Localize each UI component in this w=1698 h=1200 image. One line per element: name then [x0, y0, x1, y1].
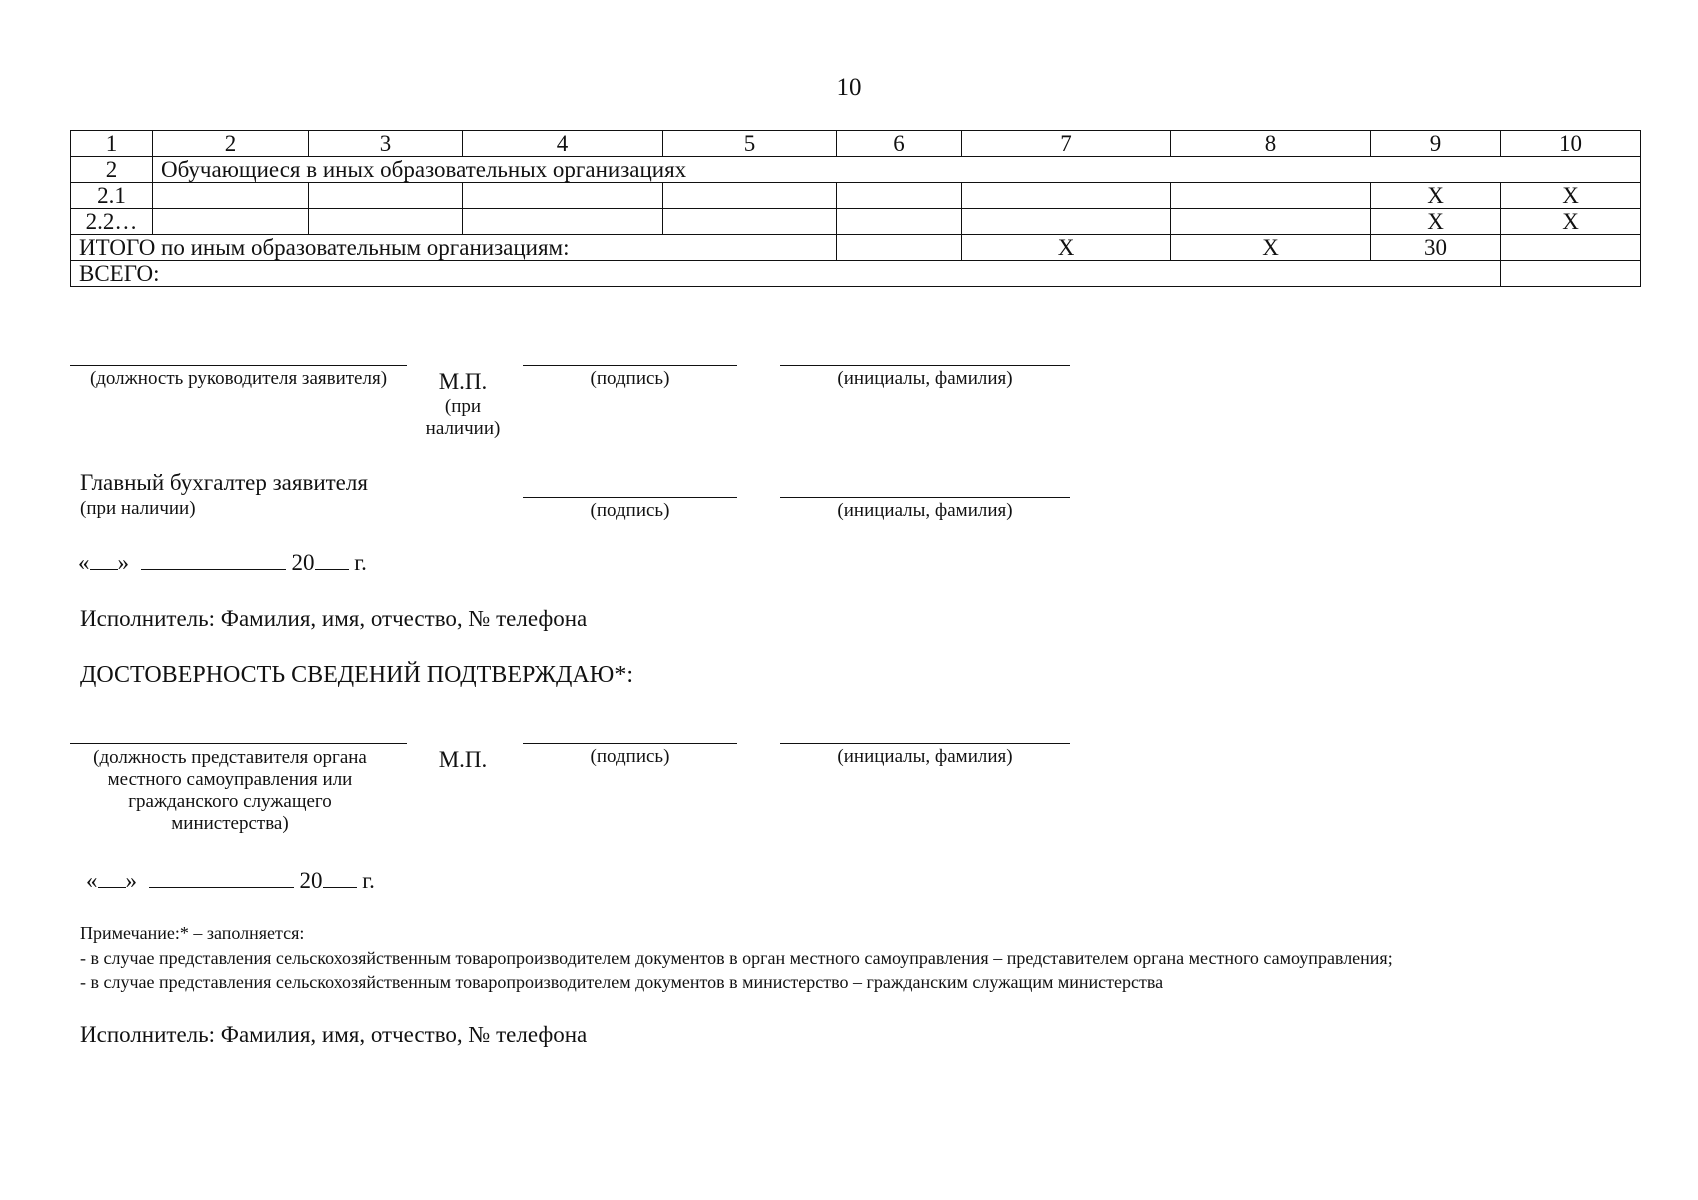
- table-cell[interactable]: [837, 183, 962, 209]
- header-cell: 8: [1171, 131, 1371, 157]
- header-cell: 4: [463, 131, 663, 157]
- day-field[interactable]: [90, 569, 118, 570]
- section-row: [71, 157, 1641, 183]
- subtotal-label: ИТОГО по иным образовательным организациям:: [71, 235, 837, 261]
- header-cell: 10: [1501, 131, 1641, 157]
- table-cell-col10: X: [1501, 209, 1641, 235]
- section-number: 2: [71, 157, 153, 183]
- name-line[interactable]: [780, 743, 1070, 744]
- header-cell: 6: [837, 131, 962, 157]
- row-number: 2.2…: [71, 209, 153, 235]
- table-cell[interactable]: [837, 235, 962, 261]
- signature-caption: (подпись): [590, 746, 670, 767]
- stamp-note: (при наличии): [425, 396, 501, 439]
- header-cell: 2: [153, 131, 309, 157]
- table-cell[interactable]: [837, 209, 962, 235]
- note-title: Примечание:* – заполняется:: [80, 923, 305, 943]
- position-line[interactable]: [70, 365, 407, 366]
- signature-line[interactable]: [523, 365, 737, 366]
- table-cell[interactable]: [962, 183, 1171, 209]
- date-close-quote: »: [125, 868, 137, 893]
- date-open-quote: «: [78, 550, 90, 575]
- table-cell[interactable]: [309, 209, 463, 235]
- name-line[interactable]: [780, 497, 1070, 498]
- table-cell[interactable]: [1501, 261, 1641, 287]
- signature-caption: (подпись): [590, 500, 670, 521]
- table-cell[interactable]: [153, 209, 309, 235]
- date-close-quote: »: [117, 550, 129, 575]
- table-cell[interactable]: [663, 209, 837, 235]
- subtotal-col9: 30: [1371, 235, 1501, 261]
- table-cell[interactable]: [1501, 235, 1641, 261]
- table-row: [71, 183, 1641, 209]
- signature-line[interactable]: [523, 743, 737, 744]
- table-cell-col9: X: [1371, 209, 1501, 235]
- total-label: ВСЕГО:: [71, 261, 1501, 287]
- month-field[interactable]: [149, 887, 294, 888]
- table-cell[interactable]: [1171, 183, 1371, 209]
- table-cell[interactable]: [153, 183, 309, 209]
- stamp-label: М.П.: [438, 369, 488, 394]
- note-line-1: - в случае представления сельскохозяйственным товаропроизводителем документов в орган местного самоуправления – представителем органа местного самоуправления;: [80, 948, 1393, 968]
- table-cell-col10: X: [1501, 183, 1641, 209]
- signature-line[interactable]: [523, 497, 737, 498]
- table-row: [71, 209, 1641, 235]
- month-field[interactable]: [141, 569, 286, 570]
- day-field[interactable]: [98, 887, 126, 888]
- name-line[interactable]: [780, 365, 1070, 366]
- date-row: [78, 550, 367, 576]
- data-table: [70, 130, 1641, 287]
- table-cell[interactable]: [663, 183, 837, 209]
- representative-position-caption: (должность представителя органа местного самоуправления или гражданского служащего министерства): [93, 747, 367, 834]
- position-line[interactable]: [70, 743, 407, 744]
- executor-line: Исполнитель: Фамилия, имя, отчество, № телефона: [80, 606, 588, 631]
- year-prefix: 20: [291, 550, 315, 575]
- date-open-quote: «: [86, 868, 98, 893]
- subtotal-row: [71, 235, 1641, 261]
- year-field[interactable]: [315, 569, 349, 570]
- header-cell: 5: [663, 131, 837, 157]
- accountant-title: Главный бухгалтер заявителя: [80, 470, 368, 495]
- section-title: Обучающиеся в иных образовательных организациях: [153, 157, 1641, 183]
- subtotal-col8: X: [1171, 235, 1371, 261]
- table-cell[interactable]: [463, 183, 663, 209]
- table-cell-col9: X: [1371, 183, 1501, 209]
- year-suffix: г.: [362, 868, 375, 893]
- table-cell[interactable]: [1171, 209, 1371, 235]
- year-suffix: г.: [354, 550, 367, 575]
- table-cell[interactable]: [309, 183, 463, 209]
- subtotal-col7: X: [962, 235, 1171, 261]
- name-caption: (инициалы, фамилия): [837, 500, 1013, 521]
- year-prefix: 20: [299, 868, 323, 893]
- header-cell: 1: [71, 131, 153, 157]
- confirm-heading: ДОСТОВЕРНОСТЬ СВЕДЕНИЙ ПОДТВЕРЖДАЮ*:: [80, 662, 634, 688]
- row-number: 2.1: [71, 183, 153, 209]
- page-number: 10: [836, 74, 862, 101]
- signature-caption: (подпись): [590, 368, 670, 389]
- header-cell: 7: [962, 131, 1171, 157]
- position-caption: (должность руководителя заявителя): [89, 368, 388, 389]
- accountant-subtitle: (при наличии): [80, 498, 196, 519]
- table-cell[interactable]: [962, 209, 1171, 235]
- stamp-label: М.П.: [438, 747, 488, 772]
- table-cell[interactable]: [463, 209, 663, 235]
- name-caption: (инициалы, фамилия): [837, 368, 1013, 389]
- header-cell: 9: [1371, 131, 1501, 157]
- date-row: [86, 868, 375, 894]
- name-caption: (инициалы, фамилия): [837, 746, 1013, 767]
- executor-line: Исполнитель: Фамилия, имя, отчество, № телефона: [80, 1022, 588, 1047]
- table-header-row: [71, 131, 1641, 157]
- note-line-2: - в случае представления сельскохозяйственным товаропроизводителем документов в министерство – гражданским служащим министерства: [80, 972, 1164, 992]
- year-field[interactable]: [323, 887, 357, 888]
- header-cell: 3: [309, 131, 463, 157]
- total-row: [71, 261, 1641, 287]
